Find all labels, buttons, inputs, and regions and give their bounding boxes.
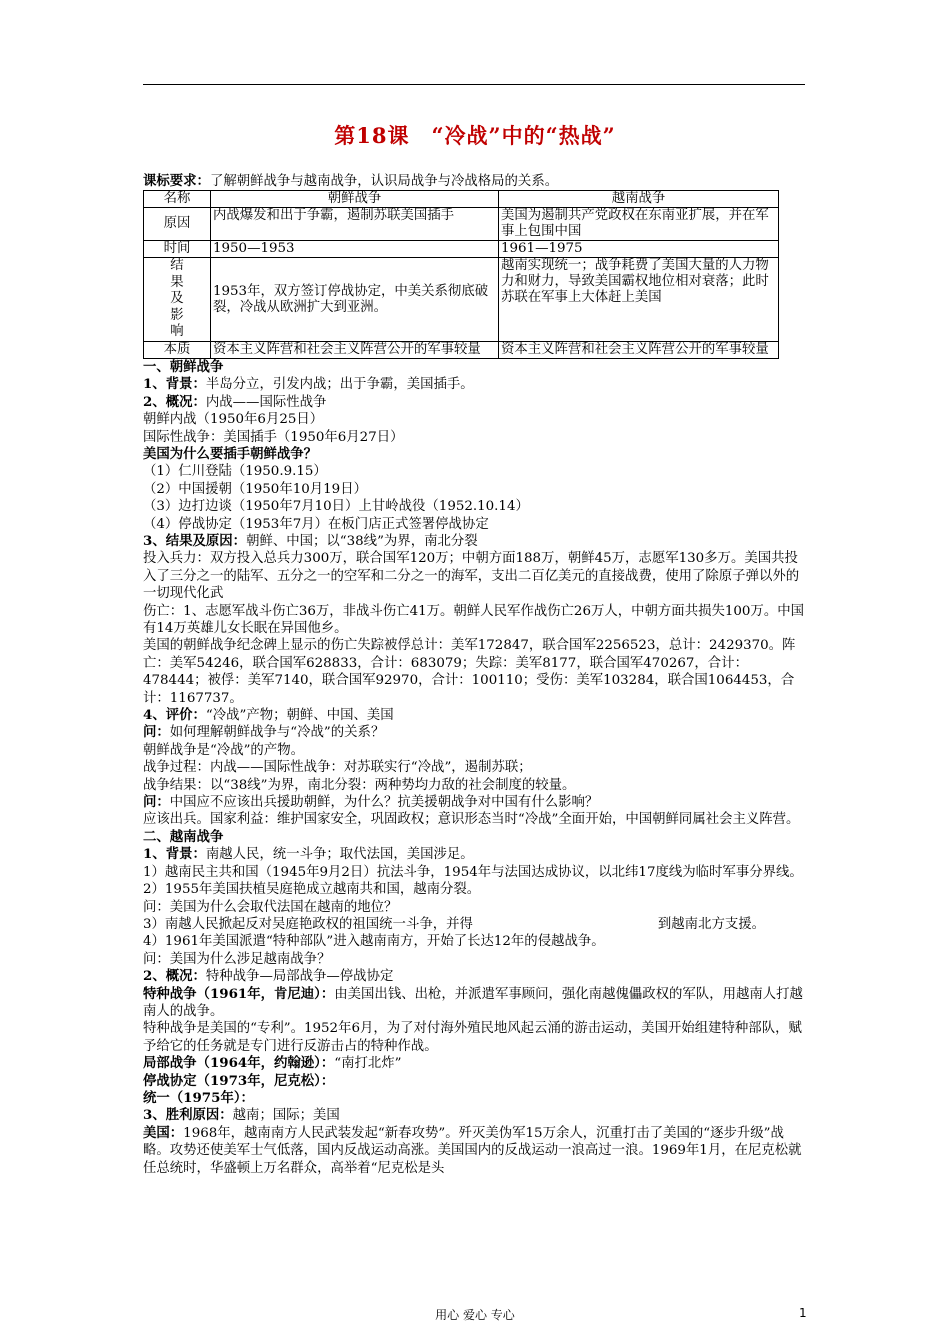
body-paragraph bbox=[143, 916, 808, 933]
page-number: 1 bbox=[799, 1306, 807, 1320]
vertical-label-char: 响 bbox=[170, 324, 184, 340]
vertical-label-char: 结 bbox=[170, 258, 184, 274]
paragraph-text: 问：美国为什么涉足越南战争？ bbox=[143, 951, 331, 967]
table-cell: 时间 bbox=[144, 241, 211, 258]
body-paragraph bbox=[143, 951, 808, 968]
paragraph-text: 朝鲜内战（1950年6月25日） bbox=[143, 412, 324, 428]
table-cell: 资本主义阵营和社会主义阵营公开的军事较量 bbox=[211, 341, 499, 358]
body-paragraph bbox=[143, 1090, 808, 1107]
paragraph-text: 越南；国际；美国 bbox=[232, 1108, 340, 1124]
paragraph-text: 半岛分立，引发内战；出于争霸，美国插手。 bbox=[205, 377, 474, 393]
body-paragraph bbox=[143, 359, 808, 376]
paragraph-text: 1968年，越南南方人民武装发起“新春攻势”。歼灭美伪军15万余人，沉重打击了美国的“逐步升级”战略。攻势还使美军士气低落，国内反战运动高涨。美国国内的反战运动一浪高过一浪。1969年1月，在尼克松就任总统时，华盛顿上万名群众，高举着“尼克松是头 bbox=[143, 1125, 802, 1176]
paragraph-text: 南越人民，统一斗争；取代法国，美国涉足。 bbox=[205, 847, 474, 863]
paragraph-text: 伤亡：1、志愿军战斗伤亡36万，非战斗伤亡41万。朝鲜人民军作战伤亡26万人，中朝方面共损失100万。中国有14万英雄儿女长眠在异国他乡。 bbox=[143, 603, 804, 636]
paragraph-text: 投入兵力：双方投入总兵力300万，联合国军120万；中朝方面188万，朝鲜45万，志愿军130多万。美国共投入了三分之一的陆军、五分之一的空军和二分之一的海军，支出二百亿美元的直接战费，使用了除原子弹以外的一切现代化武 bbox=[143, 551, 800, 602]
body-paragraph bbox=[143, 533, 808, 550]
paragraph-text: （1）仁川登陆（1950.9.15） bbox=[143, 464, 327, 480]
bold-lead: 2、概况： bbox=[143, 968, 206, 985]
paragraph-text: 国际性战争：美国插手（1950年6月27日） bbox=[143, 429, 404, 445]
body-paragraph bbox=[143, 516, 808, 533]
table-header-row bbox=[144, 191, 779, 208]
body-paragraph bbox=[143, 759, 808, 776]
table-cell-vertical bbox=[144, 258, 211, 342]
body-text bbox=[143, 359, 808, 1177]
bold-lead: 美国为什么要插手朝鲜战争？ bbox=[143, 445, 318, 462]
table-row bbox=[144, 241, 779, 258]
paragraph-text: “冷战”产物；朝鲜、中国、美国 bbox=[205, 708, 394, 724]
body-paragraph bbox=[143, 1073, 808, 1090]
vertical-label-char: 及 bbox=[170, 291, 184, 307]
paragraph-text: 问：美国为什么会取代法国在越南的地位？ bbox=[143, 899, 398, 915]
body-paragraph bbox=[143, 463, 808, 480]
table-header: 朝鲜战争 bbox=[211, 191, 499, 208]
paragraph-text: （4）停战协定（1953年7月）在板门店正式签署停战协定 bbox=[143, 516, 489, 532]
table-cell: 美国为遏制共产党政权在东南亚扩展，并在军事上包围中国 bbox=[499, 208, 779, 241]
bold-lead: 局部战争（1964年，约翰逊）： bbox=[143, 1055, 335, 1072]
paragraph-text: 2）1955年美国扶植吴庭艳成立越南共和国，越南分裂。 bbox=[143, 882, 481, 898]
body-paragraph bbox=[143, 777, 808, 794]
table-header: 名称 bbox=[144, 191, 211, 208]
body-paragraph bbox=[143, 742, 808, 759]
table-cell: 资本主义阵营和社会主义阵营公开的军事较量 bbox=[499, 341, 779, 358]
paragraph-text: 特种战争是美国的“专利”。1952年6月，为了对付海外殖民地风起云涌的游击运动，美国开始组建特种部队，赋予给它的任务就是专门进行反游击占的特种作战。 bbox=[143, 1021, 802, 1054]
paragraph-text: 内战——国际性战争 bbox=[205, 394, 327, 410]
req-text: 了解朝鲜战争与越南战争，认识局战争与冷战格局的关系。 bbox=[209, 174, 559, 189]
body-paragraph bbox=[143, 603, 808, 638]
body-paragraph bbox=[143, 376, 808, 393]
table-cell: 越南实现统一；战争耗费了美国大量的人力物力和财力，导致美国霸权地位相对衰落；此时苏联在军事上大体赶上美国 bbox=[499, 258, 779, 342]
bold-lead: 问： bbox=[143, 724, 170, 741]
header-rule bbox=[143, 84, 805, 85]
body-paragraph bbox=[143, 1055, 808, 1072]
table-cell: 1961—1975 bbox=[499, 241, 779, 258]
paragraph-text: （2）中国援朝（1950年10月19日） bbox=[143, 481, 367, 497]
body-paragraph bbox=[143, 394, 808, 411]
paragraph-text: 美国的朝鲜战争纪念碑上显示的伤亡失踪被俘总计：美军172847，联合国军2256523，总计：2429370。阵亡：美军54246，联合国军628833，合计：683079；失踪：美军8177，联合国军470267，合计：478444；被俘：美军7140，联合国军92970，合计：100110；受伤：美军103284，联合国1064453，合计：1167737。 bbox=[143, 638, 796, 706]
body-paragraph bbox=[143, 881, 808, 898]
body-paragraph bbox=[143, 411, 808, 428]
paragraph-text: 朝鲜、中国；以“38线”为界，南北分裂 bbox=[246, 533, 478, 549]
paragraph-text: 应该出兵。国家利益：维护国家安全，巩固政权；意识形态当时“冷战”全面开始，中国朝鲜同属社会主义阵营。 bbox=[143, 812, 800, 828]
body-paragraph bbox=[143, 986, 808, 1021]
body-paragraph bbox=[143, 481, 808, 498]
body-paragraph bbox=[143, 498, 808, 515]
bold-lead: 特种战争（1961年，肯尼迪）： bbox=[143, 985, 335, 1002]
paragraph-text: 1）越南民主共和国（1945年9月2日）抗法斗争，1954年与法国达成协议，以北纬17度线为临时军事分界线。 bbox=[143, 864, 803, 880]
page-footer: 用心 爱心 专心 bbox=[435, 1308, 515, 1322]
table-cell: 原因 bbox=[144, 208, 211, 241]
paragraph-text: 朝鲜战争是“冷战”的产物。 bbox=[143, 742, 304, 758]
paragraph-text: 4）1961年美国派遣“特种部队”进入越南南方，开始了长达12年的侵越战争。 bbox=[143, 934, 605, 950]
bold-lead: 3、胜利原因： bbox=[143, 1107, 233, 1124]
paragraph-text: （3）边打边谈（1950年7月10日）上甘岭战役（1952.10.14） bbox=[143, 499, 529, 515]
body-paragraph bbox=[143, 1125, 808, 1177]
bold-lead: 2、概况： bbox=[143, 393, 206, 410]
req-label: 课标要求： bbox=[143, 173, 210, 189]
bold-lead: 一、朝鲜战争 bbox=[143, 358, 224, 375]
vertical-label-char: 果 bbox=[170, 274, 184, 290]
paragraph-text: 中国应不应该出兵援助朝鲜，为什么？抗美援朝战争对中国有什么影响？ bbox=[169, 795, 599, 811]
bold-lead: 4、评价： bbox=[143, 707, 206, 724]
paragraph-text: 如何理解朝鲜战争与“冷战”的关系？ bbox=[169, 725, 385, 741]
body-paragraph bbox=[143, 794, 808, 811]
table-cell: 内战爆发和出于争霸，遏制苏联美国插手 bbox=[211, 208, 499, 241]
paragraph-text: 特种战争—局部战争—停战协定 bbox=[205, 969, 394, 985]
bold-lead: 1、背景： bbox=[143, 846, 206, 863]
paragraph-text: 由美国出钱、出枪，并派遣军事顾问，强化南越傀儡政权的军队，用越南人打越南人的战争。 bbox=[143, 986, 803, 1019]
body-paragraph bbox=[143, 429, 808, 446]
body-paragraph bbox=[143, 637, 808, 707]
body-paragraph bbox=[143, 1020, 808, 1055]
table-cell: 本质 bbox=[144, 341, 211, 358]
body-paragraph bbox=[143, 864, 808, 881]
body-paragraph bbox=[143, 550, 808, 602]
paragraph-text: 到越南北方支援。 bbox=[657, 916, 766, 932]
vertical-label bbox=[146, 258, 208, 341]
body-paragraph bbox=[143, 899, 808, 916]
document-body bbox=[143, 173, 808, 1177]
body-paragraph bbox=[143, 1107, 808, 1124]
bold-lead: 停战协定（1973年，尼克松）： bbox=[143, 1072, 335, 1089]
table-row bbox=[144, 208, 779, 241]
vertical-label-char: 影 bbox=[170, 307, 184, 323]
paragraph-text: 战争结果：以“38线”为界，南北分裂：两种势均力敌的社会制度的较量。 bbox=[143, 777, 576, 793]
body-paragraph bbox=[143, 811, 808, 828]
table-cell: 1950—1953 bbox=[211, 241, 499, 258]
body-paragraph bbox=[143, 829, 808, 846]
comparison-table bbox=[143, 190, 779, 359]
bold-lead: 统一（1975年）： bbox=[143, 1089, 254, 1106]
bold-lead: 3、结果及原因： bbox=[143, 532, 247, 549]
table-header: 越南战争 bbox=[499, 191, 779, 208]
paragraph-text: 3）南越人民掀起反对吴庭艳政权的祖国统一斗争，并得 bbox=[143, 916, 473, 932]
body-paragraph bbox=[143, 446, 808, 463]
bold-lead: 二、越南战争 bbox=[143, 828, 224, 845]
paragraph-text: 战争过程：内战——国际性战争：对苏联实行“冷战”，遏制苏联； bbox=[143, 760, 532, 776]
bold-lead: 美国： bbox=[143, 1124, 184, 1141]
body-paragraph bbox=[143, 724, 808, 741]
body-paragraph bbox=[143, 968, 808, 985]
bold-lead: 问： bbox=[143, 794, 170, 811]
curriculum-requirement bbox=[143, 173, 808, 190]
bold-lead: 1、背景： bbox=[143, 376, 206, 393]
body-paragraph bbox=[143, 707, 808, 724]
table-row bbox=[144, 258, 779, 342]
table-cell: 1953年，双方签订停战协定，中美关系彻底破裂，冷战从欧洲扩大到亚洲。 bbox=[211, 258, 499, 342]
paragraph-text: “南打北炸” bbox=[334, 1056, 402, 1072]
page-title: 第18课 “冷战”中的“热战” bbox=[334, 123, 616, 148]
table-row bbox=[144, 341, 779, 358]
body-paragraph bbox=[143, 933, 808, 950]
body-paragraph bbox=[143, 846, 808, 863]
